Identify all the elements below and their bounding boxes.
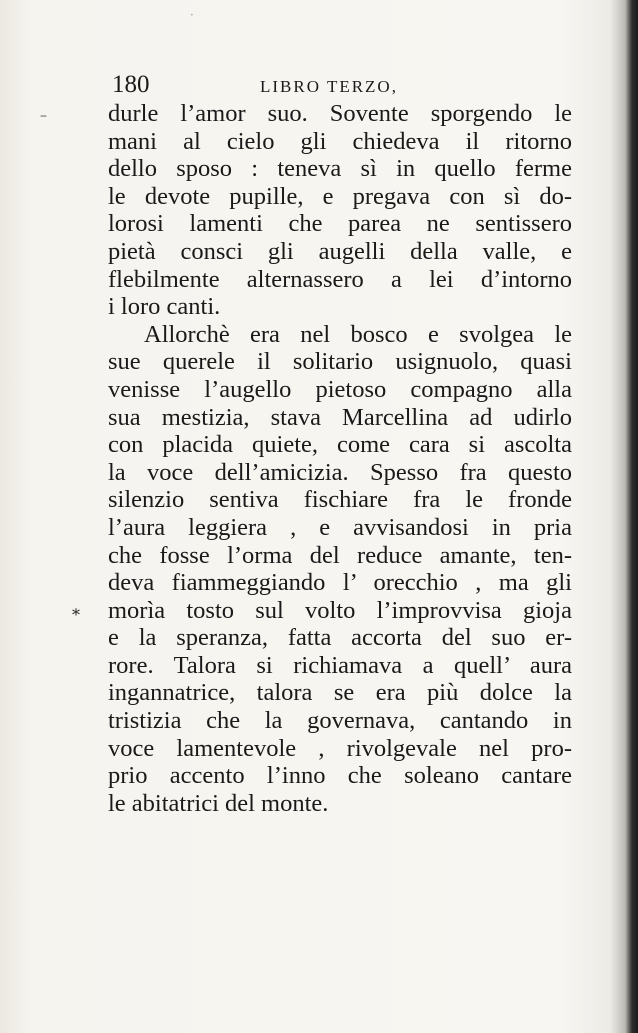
text-line: morìa tosto sul volto l’improvvisa gioja — [108, 596, 572, 624]
text-line: sue querele il solitario usignuolo, quasi — [108, 348, 572, 376]
text-line: mani al cielo gli chiedeva il ritorno — [108, 127, 572, 155]
text-line: prio accento l’inno che soleano cantare — [108, 762, 572, 790]
text-line: le abitatrici del monte. — [108, 789, 329, 817]
text-line: venisse l’augello pietoso compagno alla — [108, 375, 572, 403]
text-line: e la speranza, fatta accorta del suo er- — [108, 624, 572, 652]
text-line: silenzio sentiva fischiare fra le fronde — [108, 486, 572, 514]
text-line: dello sposo : teneva sì in quello ferme — [108, 155, 572, 183]
text-line: ingannatrice, talora se era più dolce la — [108, 679, 572, 707]
text-line: flebilmente alternassero a lei d’intorno — [108, 265, 572, 293]
left-margin-dash: – — [40, 108, 47, 124]
paragraph — [108, 321, 580, 818]
text-line: le devote pupille, e pregava con sì do- — [108, 182, 572, 210]
text-line: i loro canti. — [108, 293, 221, 321]
text-line: rore. Talora si richiamava a quell’ aura — [108, 651, 572, 679]
body-text — [108, 100, 580, 817]
text-line: che fosse l’orma del reduce amante, ten- — [108, 541, 572, 569]
text-line: con placida quiete, come cara si ascolta — [108, 431, 572, 459]
page-header — [112, 70, 572, 100]
page-number: 180 — [112, 71, 150, 98]
left-margin-mark: ⁎ — [72, 600, 80, 619]
top-margin-mark: · — [190, 8, 194, 22]
text-line: sua mestizia, stava Marcellina ad udirlo — [108, 403, 572, 431]
text-line: lorosi lamenti che parea ne sentissero — [108, 210, 572, 238]
text-line: durle l’amor suo. Sovente sporgendo le — [108, 100, 572, 127]
text-line: la voce dell’amicizia. Spesso fra questo — [108, 458, 572, 486]
text-line: deva fiammeggiando l’ orecchio , ma gli — [108, 569, 572, 597]
running-head: LIBRO TERZO, — [260, 77, 398, 96]
text-line: tristizia che la governava, cantando in — [108, 707, 572, 735]
paragraph — [108, 100, 580, 321]
text-line: l’aura leggiera , e avvisandosi in pria — [108, 513, 572, 541]
text-line: Allorchè era nel bosco e svolgea le — [144, 320, 572, 348]
text-line: voce lamentevole , rivolgevale nel pro- — [108, 734, 572, 762]
text-line: pietà consci gli augelli della valle, e — [108, 237, 572, 265]
